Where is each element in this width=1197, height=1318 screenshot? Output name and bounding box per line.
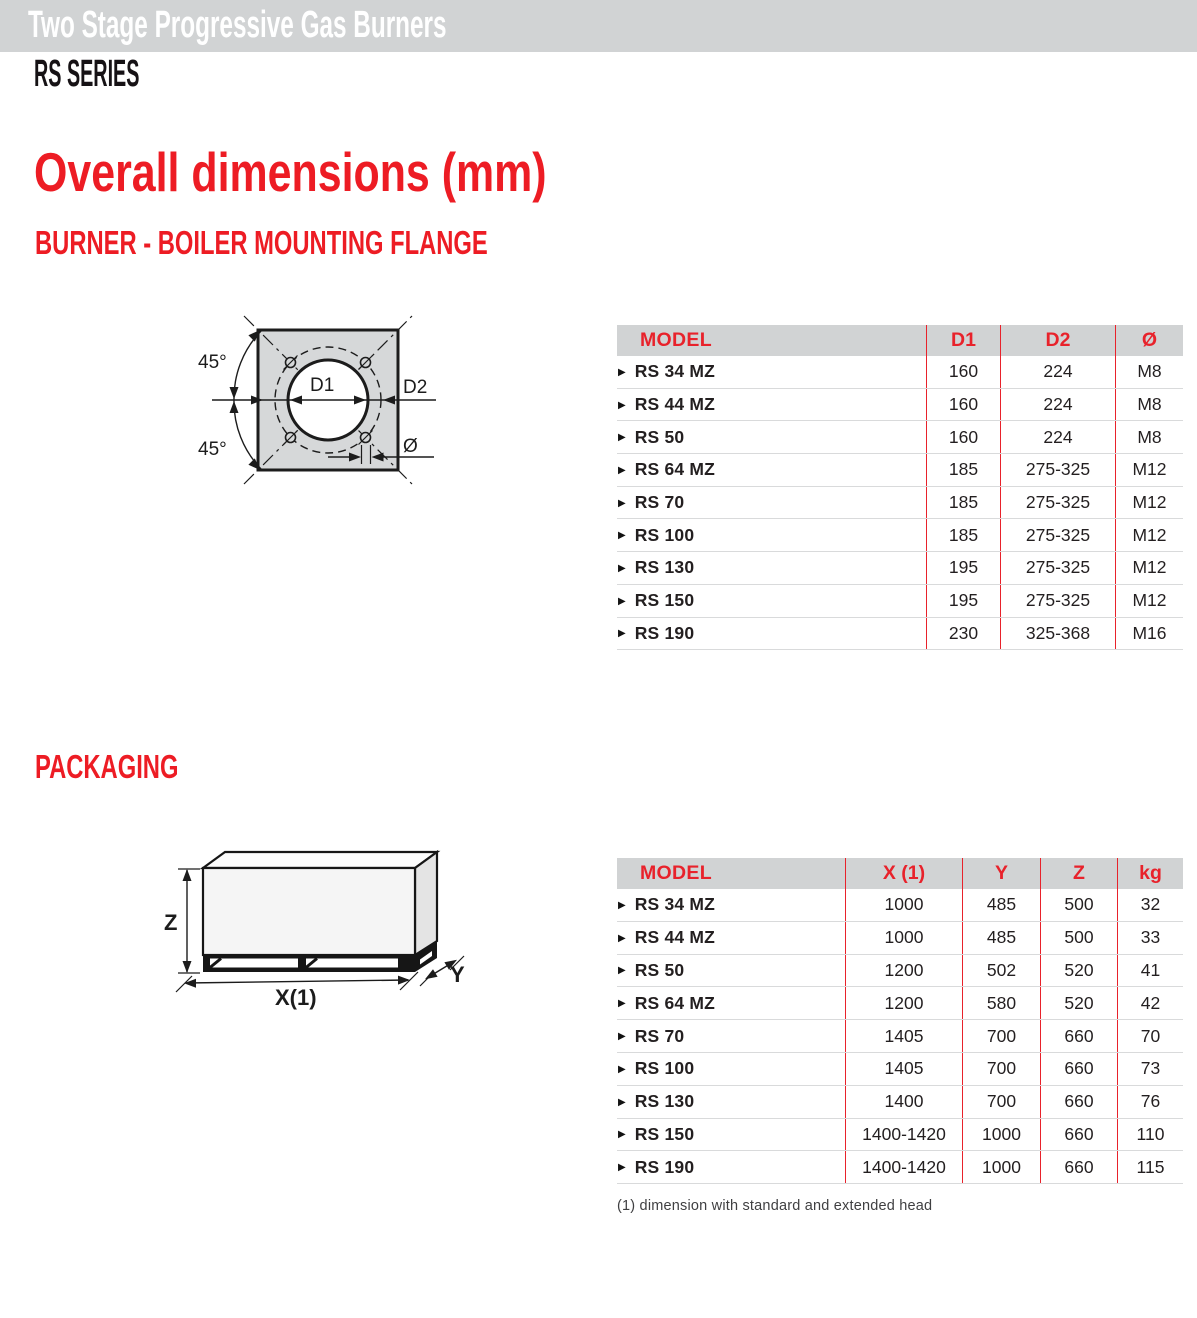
d1-value: 185 xyxy=(926,454,1000,486)
table-row xyxy=(617,889,1183,922)
flange-table-header xyxy=(617,325,1183,356)
thread-value: M8 xyxy=(1115,389,1183,421)
row-bullet-icon: ▶ xyxy=(618,1129,626,1141)
row-bullet-icon: ▶ xyxy=(618,628,626,640)
table-row xyxy=(617,454,1183,487)
d2-value: 224 xyxy=(1000,356,1115,388)
z-value: 520 xyxy=(1040,987,1117,1019)
column-header-model: MODEL xyxy=(640,862,712,884)
model-name: RS 70 xyxy=(634,1025,685,1046)
thread-value: M12 xyxy=(1115,487,1183,519)
z-value: 660 xyxy=(1040,1020,1117,1052)
table-row xyxy=(617,618,1183,651)
box-front-face xyxy=(203,868,415,955)
angle-bottom-label: 45° xyxy=(198,439,227,460)
d1-value: 160 xyxy=(926,389,1000,421)
d2-value: 275-325 xyxy=(1000,585,1115,617)
row-bullet-icon: ▶ xyxy=(618,399,626,411)
row-bullet-icon: ▶ xyxy=(618,1031,626,1043)
z-value: 660 xyxy=(1040,1119,1117,1151)
row-bullet-icon: ▶ xyxy=(618,595,626,607)
banner-title: Two Stage Progressive Gas Burners xyxy=(28,4,447,46)
model-cell xyxy=(617,487,926,519)
column-header-d1: D1 xyxy=(926,325,1000,356)
model-name: RS 70 xyxy=(634,492,685,513)
x-label: X(1) xyxy=(275,985,317,1010)
page-title: Overall dimensions (mm) xyxy=(34,141,547,203)
model-cell xyxy=(617,1151,845,1183)
model-cell xyxy=(617,389,926,421)
table-row xyxy=(617,585,1183,618)
model-name: RS 50 xyxy=(634,426,685,447)
z-label: Z xyxy=(164,910,178,935)
table-row xyxy=(617,922,1183,955)
table-row xyxy=(617,1151,1183,1184)
box-top-face xyxy=(203,852,437,868)
x-value: 1400-1420 xyxy=(845,1119,962,1151)
table-row xyxy=(617,1053,1183,1086)
table-row xyxy=(617,421,1183,454)
flange-table xyxy=(617,325,1183,650)
model-name: RS 50 xyxy=(634,959,685,980)
packaging-table-header xyxy=(617,858,1183,889)
model-cell xyxy=(617,1119,845,1151)
model-name: RS 130 xyxy=(634,557,695,578)
table-row xyxy=(617,389,1183,422)
model-name: RS 100 xyxy=(634,524,695,545)
d2-value: 275-325 xyxy=(1000,552,1115,584)
model-cell xyxy=(617,454,926,486)
kg-value: 73 xyxy=(1117,1053,1183,1085)
packaging-table xyxy=(617,858,1183,1184)
row-bullet-icon: ▶ xyxy=(618,464,626,476)
row-bullet-icon: ▶ xyxy=(618,1162,626,1174)
kg-value: 115 xyxy=(1117,1151,1183,1183)
d2-label: D2 xyxy=(403,377,428,398)
row-bullet-icon: ▶ xyxy=(618,497,626,509)
model-name: RS 64 MZ xyxy=(634,459,716,480)
kg-value: 33 xyxy=(1117,922,1183,954)
thread-value: M12 xyxy=(1115,585,1183,617)
kg-value: 110 xyxy=(1117,1119,1183,1151)
d1-value: 195 xyxy=(926,585,1000,617)
table-row xyxy=(617,955,1183,988)
d2-value: 275-325 xyxy=(1000,454,1115,486)
x-value: 1405 xyxy=(845,1053,962,1085)
row-bullet-icon: ▶ xyxy=(618,562,626,574)
d1-value: 185 xyxy=(926,519,1000,551)
y-value: 485 xyxy=(962,889,1040,921)
x-value: 1000 xyxy=(845,889,962,921)
row-bullet-icon: ▶ xyxy=(618,932,626,944)
model-cell xyxy=(617,1053,845,1085)
d1-label: D1 xyxy=(310,375,335,396)
y-value: 485 xyxy=(962,922,1040,954)
column-header-diameter: Ø xyxy=(1115,325,1183,356)
angle-top-label: 45° xyxy=(198,352,227,373)
model-name: RS 100 xyxy=(634,1058,695,1079)
z-value: 660 xyxy=(1040,1053,1117,1085)
d2-value: 224 xyxy=(1000,389,1115,421)
kg-value: 76 xyxy=(1117,1086,1183,1118)
y-value: 700 xyxy=(962,1020,1040,1052)
model-name: RS 190 xyxy=(634,622,695,643)
model-name: RS 150 xyxy=(634,590,695,611)
y-value: 502 xyxy=(962,955,1040,987)
column-header-z: Z xyxy=(1040,858,1117,889)
flange-section-title: BURNER - BOILER MOUNTING FLANGE xyxy=(35,224,488,261)
top-banner xyxy=(0,0,1197,52)
model-cell xyxy=(617,552,926,584)
y-value: 700 xyxy=(962,1086,1040,1118)
thread-value: M16 xyxy=(1115,618,1183,650)
column-header-model: MODEL xyxy=(640,329,712,351)
packaging-diagram xyxy=(140,830,510,1025)
z-value: 660 xyxy=(1040,1151,1117,1183)
y-value: 1000 xyxy=(962,1151,1040,1183)
x-value: 1200 xyxy=(845,955,962,987)
d1-value: 160 xyxy=(926,421,1000,453)
thread-value: M8 xyxy=(1115,421,1183,453)
x-value: 1000 xyxy=(845,922,962,954)
z-value: 660 xyxy=(1040,1086,1117,1118)
row-bullet-icon: ▶ xyxy=(618,899,626,911)
row-bullet-icon: ▶ xyxy=(618,1096,626,1108)
y-value: 700 xyxy=(962,1053,1040,1085)
model-cell xyxy=(617,585,926,617)
row-bullet-icon: ▶ xyxy=(618,1063,626,1075)
row-bullet-icon: ▶ xyxy=(618,530,626,542)
model-name: RS 44 MZ xyxy=(634,927,716,948)
table-row xyxy=(617,987,1183,1020)
model-cell xyxy=(617,1020,845,1052)
d2-value: 325-368 xyxy=(1000,618,1115,650)
d2-value: 275-325 xyxy=(1000,487,1115,519)
y-value: 580 xyxy=(962,987,1040,1019)
model-name: RS 34 MZ xyxy=(634,361,716,382)
z-value: 500 xyxy=(1040,922,1117,954)
model-name: RS 44 MZ xyxy=(634,394,716,415)
row-bullet-icon: ▶ xyxy=(618,432,626,444)
d1-value: 195 xyxy=(926,552,1000,584)
table-row xyxy=(617,552,1183,585)
kg-value: 32 xyxy=(1117,889,1183,921)
model-cell xyxy=(617,421,926,453)
model-cell xyxy=(617,955,845,987)
row-bullet-icon: ▶ xyxy=(618,998,626,1010)
z-dimension xyxy=(178,869,200,973)
model-name: RS 190 xyxy=(634,1156,695,1177)
d2-value: 224 xyxy=(1000,421,1115,453)
y-label: Y xyxy=(450,962,465,987)
x-value: 1405 xyxy=(845,1020,962,1052)
model-name: RS 130 xyxy=(634,1091,695,1112)
model-cell xyxy=(617,987,845,1019)
thread-value: M12 xyxy=(1115,454,1183,486)
box-right-face xyxy=(415,852,437,955)
kg-value: 41 xyxy=(1117,955,1183,987)
model-cell xyxy=(617,519,926,551)
d1-value: 185 xyxy=(926,487,1000,519)
model-cell xyxy=(617,922,845,954)
column-header-y: Y xyxy=(962,858,1040,889)
z-value: 520 xyxy=(1040,955,1117,987)
d1-value: 160 xyxy=(926,356,1000,388)
thread-value: M12 xyxy=(1115,552,1183,584)
row-bullet-icon: ▶ xyxy=(618,366,626,378)
flange-diagram xyxy=(150,300,500,505)
column-header-d2: D2 xyxy=(1000,325,1115,356)
table-row xyxy=(617,1020,1183,1053)
table-row xyxy=(617,1086,1183,1119)
x-value: 1400-1420 xyxy=(845,1151,962,1183)
table-row xyxy=(617,519,1183,552)
kg-value: 70 xyxy=(1117,1020,1183,1052)
table-row xyxy=(617,1119,1183,1152)
model-name: RS 64 MZ xyxy=(634,992,716,1013)
model-name: RS 34 MZ xyxy=(634,894,716,915)
table-row xyxy=(617,487,1183,520)
column-header-x: X (1) xyxy=(845,858,962,889)
x-value: 1400 xyxy=(845,1086,962,1118)
thread-value: M8 xyxy=(1115,356,1183,388)
y-value: 1000 xyxy=(962,1119,1040,1151)
column-header-kg: kg xyxy=(1117,858,1183,889)
z-value: 500 xyxy=(1040,889,1117,921)
kg-value: 42 xyxy=(1117,987,1183,1019)
packaging-section-title: PACKAGING xyxy=(35,748,179,785)
thread-value: M12 xyxy=(1115,519,1183,551)
x-value: 1200 xyxy=(845,987,962,1019)
model-cell xyxy=(617,356,926,388)
row-bullet-icon: ▶ xyxy=(618,965,626,977)
table-row xyxy=(617,356,1183,389)
model-cell xyxy=(617,1086,845,1118)
footnote: (1) dimension with standard and extended head xyxy=(617,1198,933,1214)
d1-value: 230 xyxy=(926,618,1000,650)
diameter-label: Ø xyxy=(403,436,418,457)
series-title: RS SERIES xyxy=(34,53,140,95)
model-cell xyxy=(617,889,845,921)
d2-value: 275-325 xyxy=(1000,519,1115,551)
model-cell xyxy=(617,618,926,650)
model-name: RS 150 xyxy=(634,1123,695,1144)
